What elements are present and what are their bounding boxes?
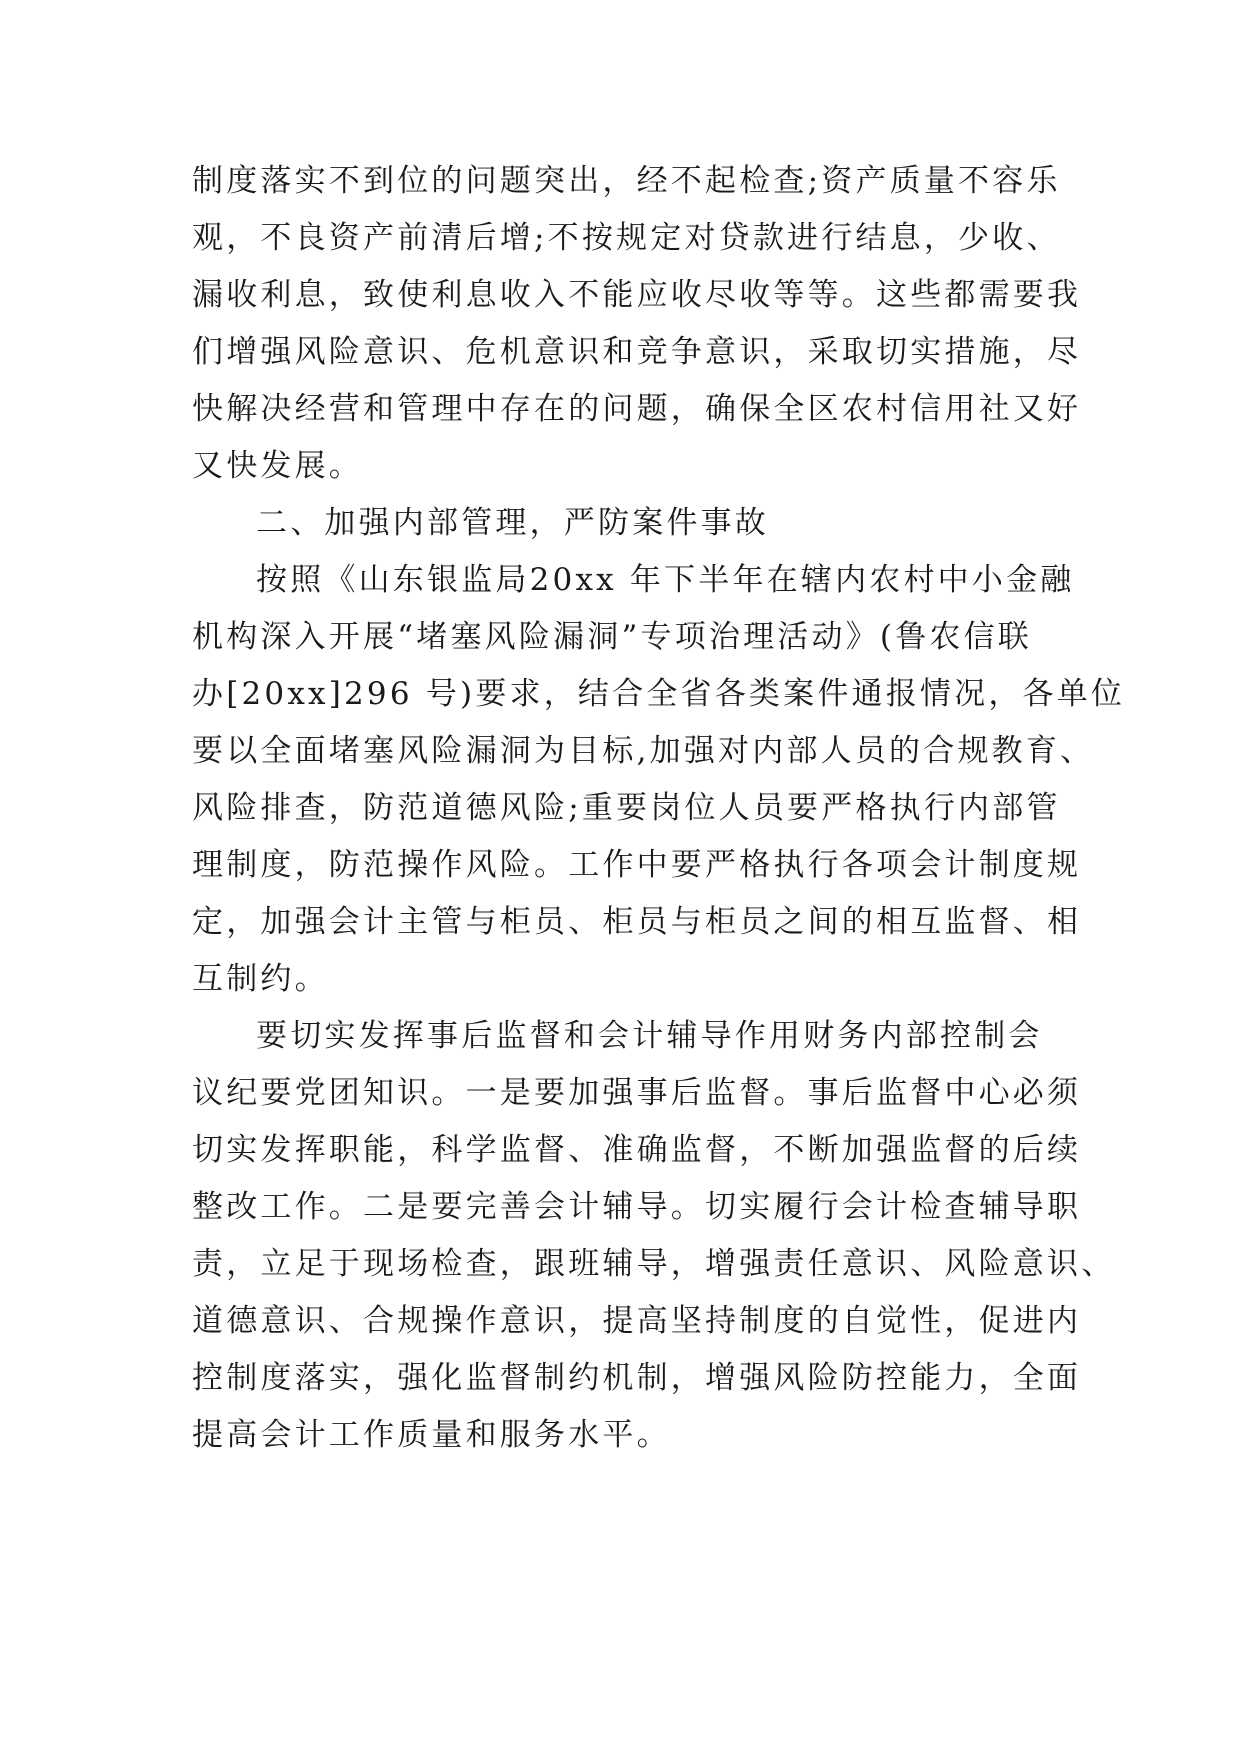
text-line: 快解决经营和管理中存在的问题，确保全区农村信用社又好: [192, 391, 1082, 427]
text-line: 办[20xx]296 号)要求，结合全省各类案件通报情况，各单位: [192, 676, 1126, 712]
text-line: 提高会计工作质量和服务水平。: [192, 1417, 671, 1453]
text-line: 切实发挥职能，科学监督、准确监督，不断加强监督的后续: [192, 1132, 1082, 1168]
paragraph-1: [192, 153, 1082, 495]
text-line: 要以全面堵塞风险漏洞为目标,加强对内部人员的合规教育、: [192, 733, 1095, 769]
text-line: 风险排查，防范道德风险;重要岗位人员要严格执行内部管: [192, 790, 1061, 826]
text-line: 观，不良资产前清后增;不按规定对贷款进行结息，少收、: [192, 220, 1061, 256]
text-line: 理制度，防范操作风险。工作中要严格执行各项会计制度规: [192, 847, 1082, 883]
text-line: 们增强风险意识、危机意识和竞争意识，采取切实措施，尽: [192, 334, 1082, 370]
text-line: 按照《山东银监局20xx 年下半年在辖内农村中小金融: [256, 562, 1075, 598]
text-line: 责，立足于现场检查，跟班辅导，增强责任意识、风险意识、: [192, 1246, 1116, 1282]
text-line: 道德意识、合规操作意识，提高坚持制度的自觉性，促进内: [192, 1303, 1082, 1339]
text-line: 漏收利息，致使利息收入不能应收尽收等等。这些都需要我: [192, 277, 1082, 313]
text-line: 又快发展。: [192, 448, 363, 484]
document-body: [192, 153, 1126, 1464]
text-line: 机构深入开展“堵塞风险漏洞”专项治理活动》(鲁农信联: [192, 619, 1032, 655]
section-heading: [192, 495, 1052, 552]
text-line: 整改工作。二是要完善会计辅导。切实履行会计检查辅导职: [192, 1189, 1082, 1225]
heading-2: 二、加强内部管理，严防案件事故: [256, 505, 769, 541]
paragraph-3: [192, 1008, 1116, 1464]
text-line: 互制约。: [192, 961, 329, 997]
paragraph-2: [192, 552, 1126, 1008]
text-line: 控制度落实，强化监督制约机制，增强风险防控能力，全面: [192, 1360, 1082, 1396]
text-line: 议纪要党团知识。一是要加强事后监督。事后监督中心必须: [192, 1075, 1082, 1111]
text-line: 定，加强会计主管与柜员、柜员与柜员之间的相互监督、相: [192, 904, 1082, 940]
text-line: 要切实发挥事后监督和会计辅导作用财务内部控制会: [256, 1018, 1043, 1054]
text-line: 制度落实不到位的问题突出，经不起检查;资产质量不容乐: [192, 163, 1061, 199]
